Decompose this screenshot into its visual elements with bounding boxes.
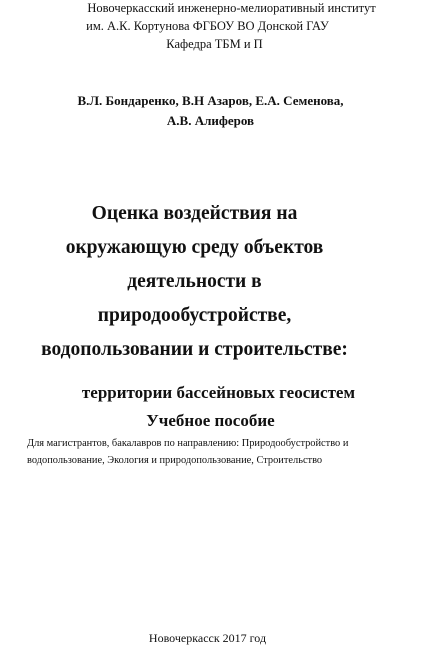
authors-line-1: В.Л. Бондаренко, В.Н Азаров, Е.А. Семенова,: [77, 93, 344, 108]
institute-name-line: Новочеркасский инженерно-мелиоративный институт: [87, 1, 376, 15]
audience-line-2: водопользование, Экология и природопользование, Строительство: [27, 455, 323, 466]
subtitle-line: территории бассейновых геосистем: [81, 383, 356, 402]
document-type-line: Учебное пособие: [146, 411, 275, 430]
city-year: Новочеркасск 2017 год: [148, 631, 267, 645]
title-line-5: водопользовании и строительстве:: [41, 339, 348, 360]
title-line-3: деятельности в: [127, 271, 262, 292]
department-line: Кафедра ТБМ и П: [166, 37, 263, 51]
institute-affiliation-line: им. А.К. Кортунова ФГБОУ ВО Донской ГАУ: [86, 19, 329, 33]
authors-line-2: А.В. Алиферов: [166, 113, 255, 128]
title-line-1: Оценка воздействия на: [91, 203, 298, 224]
title-line-2: окружающую среду объектов: [65, 237, 324, 258]
title-line-4: природообустройстве,: [97, 305, 292, 326]
audience-line-1: Для магистрантов, бакалавров по направлению: Природообустройство и: [27, 438, 349, 449]
